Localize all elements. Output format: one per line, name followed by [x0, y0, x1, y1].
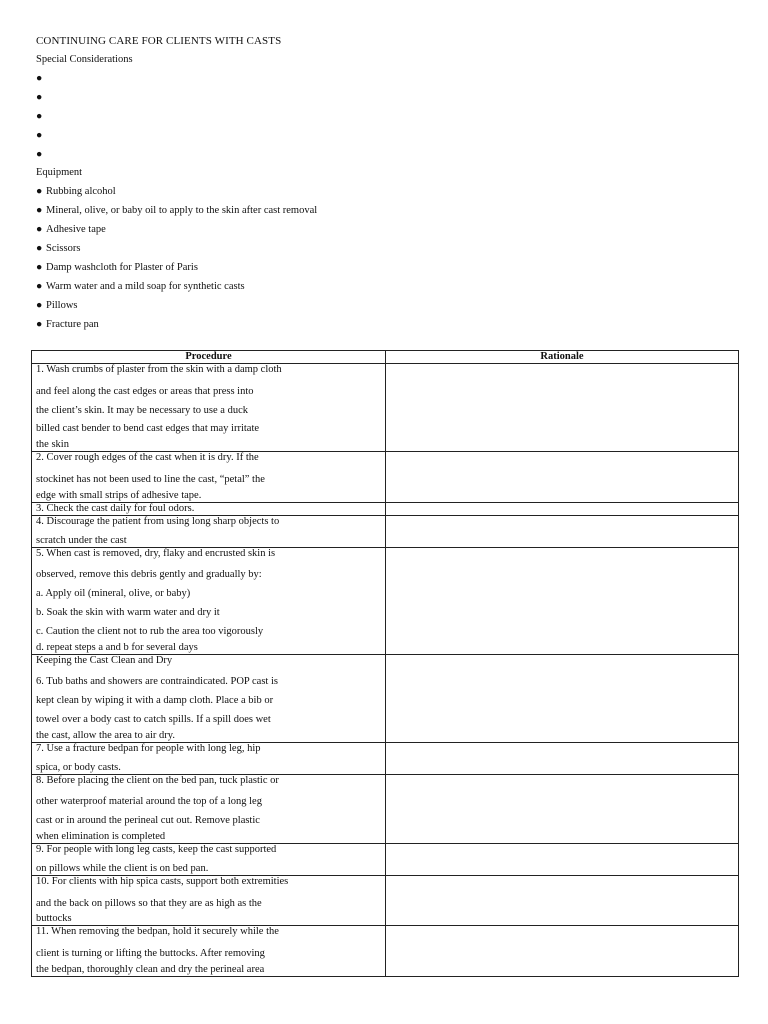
table-row	[32, 364, 739, 452]
procedure-text-line: 10. For clients with hip spica casts, support both extremities	[36, 875, 289, 887]
bullet-icon: ●	[36, 186, 43, 197]
equipment-item-text: Rubbing alcohol	[46, 186, 116, 197]
rationale-cell[interactable]	[386, 843, 739, 875]
procedure-text-line: c. Caution the client not to rub the area too vigorously	[36, 625, 264, 637]
procedure-text-line: the cast, allow the area to air dry.	[36, 729, 175, 741]
bullet-icon: ●	[36, 73, 43, 84]
bullet-icon: ●	[36, 243, 43, 254]
equipment-item-text: Pillows	[46, 300, 78, 311]
procedure-text-line: 4. Discourage the patient from using long sharp objects to	[36, 515, 280, 527]
equipment-item	[36, 223, 106, 237]
rationale-cell[interactable]	[386, 654, 739, 742]
procedure-cell	[32, 843, 386, 875]
rationale-cell[interactable]	[386, 452, 739, 503]
procedure-text-line: client is turning or lifting the buttocks. After removing	[36, 948, 265, 960]
equipment-item-text: Scissors	[46, 243, 81, 254]
procedure-text-line: the skin	[36, 439, 69, 451]
procedure-cell	[32, 926, 386, 977]
rationale-cell[interactable]	[386, 547, 739, 654]
procedure-cell	[32, 502, 386, 515]
bullet-icon: ●	[36, 149, 43, 160]
table-header-row	[32, 351, 739, 364]
procedure-text-line: other waterproof material around the top of a long leg	[36, 796, 262, 808]
procedure-column-header: Procedure	[32, 351, 386, 364]
equipment-item	[36, 242, 80, 256]
equipment-item-text: Damp washcloth for Plaster of Paris	[46, 262, 198, 273]
procedure-table	[31, 350, 739, 977]
procedure-cell	[32, 742, 386, 774]
procedure-text-line: 2. Cover rough edges of the cast when it is dry. If the	[36, 452, 259, 464]
rationale-cell[interactable]	[386, 926, 739, 977]
equipment-item	[36, 261, 198, 275]
document-title: CONTINUING CARE FOR CLIENTS WITH CASTS	[36, 35, 282, 47]
procedure-text-line: kept clean by wiping it with a damp cloth. Place a bib or	[36, 695, 274, 707]
procedure-text-line: buttocks	[36, 913, 72, 925]
procedure-text-line: edge with small strips of adhesive tape.	[36, 489, 202, 501]
table-row	[32, 774, 739, 843]
procedure-text-line: 8. Before placing the client on the bed pan, tuck plastic or	[36, 774, 279, 786]
procedure-cell	[32, 774, 386, 843]
procedure-text-line: a. Apply oil (mineral, olive, or baby)	[36, 588, 191, 600]
procedure-table-body	[32, 364, 739, 977]
table-row	[32, 742, 739, 774]
equipment-item	[36, 280, 245, 294]
equipment-heading: Equipment	[36, 167, 83, 178]
procedure-text-line: billed cast bender to bend cast edges that may irritate	[36, 423, 260, 435]
procedure-text-line: 5. When cast is removed, dry, flaky and encrusted skin is	[36, 547, 276, 559]
procedure-cell	[32, 547, 386, 654]
bullet-icon: ●	[36, 281, 43, 292]
equipment-item	[36, 204, 317, 218]
procedure-text-line: Keeping the Cast Clean and Dry	[36, 654, 173, 666]
procedure-text-line: 6. Tub baths and showers are contraindicated. POP cast is	[36, 676, 278, 688]
bullet-icon: ●	[36, 130, 43, 141]
equipment-item-text: Adhesive tape	[46, 224, 106, 235]
procedure-text-line: the bedpan, thoroughly clean and dry the perineal area	[36, 963, 265, 975]
procedure-cell	[32, 875, 386, 926]
procedure-text-line: 11. When removing the bedpan, hold it securely while the	[36, 926, 279, 938]
procedure-text-line: 7. Use a fracture bedpan for people with long leg, hip	[36, 742, 261, 754]
procedure-text-line: scratch under the cast	[36, 534, 127, 546]
procedure-text-line: spica, or body casts.	[36, 761, 121, 773]
bullet-icon: ●	[36, 262, 43, 273]
procedure-text-line: 3. Check the cast daily for foul odors.	[36, 502, 195, 514]
procedure-text-line: b. Soak the skin with warm water and dry it	[36, 606, 220, 618]
special-consideration-item	[36, 110, 46, 124]
rationale-cell[interactable]	[386, 742, 739, 774]
table-row	[32, 547, 739, 654]
rationale-cell[interactable]	[386, 875, 739, 926]
procedure-cell	[32, 364, 386, 452]
bullet-icon: ●	[36, 111, 43, 122]
procedure-text-line: d. repeat steps a and b for several days	[36, 641, 198, 653]
bullet-icon: ●	[36, 92, 43, 103]
special-consideration-item	[36, 129, 46, 143]
equipment-item	[36, 318, 99, 332]
table-row	[32, 926, 739, 977]
procedure-text-line: and the back on pillows so that they are as high as the	[36, 897, 262, 909]
procedure-cell	[32, 452, 386, 503]
procedure-text-line: stockinet has not been used to line the cast, “petal” the	[36, 473, 265, 485]
table-row	[32, 502, 739, 515]
rationale-cell[interactable]	[386, 774, 739, 843]
equipment-item-text: Mineral, olive, or baby oil to apply to the skin after cast removal	[46, 205, 318, 216]
equipment-item	[36, 185, 116, 199]
table-row	[32, 515, 739, 547]
procedure-text-line: towel over a body cast to catch spills. If a spill does wet	[36, 713, 271, 725]
rationale-cell[interactable]	[386, 515, 739, 547]
table-row	[32, 452, 739, 503]
rationale-cell[interactable]	[386, 502, 739, 515]
procedure-cell	[32, 515, 386, 547]
bullet-icon: ●	[36, 319, 43, 330]
bullet-icon: ●	[36, 300, 43, 311]
bullet-icon: ●	[36, 224, 43, 235]
procedure-text-line: 1. Wash crumbs of plaster from the skin with a damp cloth	[36, 364, 282, 375]
equipment-item-text: Warm water and a mild soap for synthetic casts	[46, 281, 245, 292]
procedure-cell	[32, 654, 386, 742]
bullet-icon: ●	[36, 205, 43, 216]
procedure-text-line: 9. For people with long leg casts, keep the cast supported	[36, 843, 277, 855]
procedure-text-line: the client’s skin. It may be necessary to use a duck	[36, 404, 248, 416]
table-row	[32, 843, 739, 875]
procedure-text-line: observed, remove this debris gently and gradually by:	[36, 569, 262, 581]
table-row	[32, 654, 739, 742]
procedure-text-line: when elimination is completed	[36, 830, 166, 842]
special-considerations-heading: Special Considerations	[36, 54, 133, 65]
procedure-text-line: and feel along the cast edges or areas that press into	[36, 385, 254, 397]
rationale-cell[interactable]	[386, 364, 739, 452]
equipment-item	[36, 299, 78, 313]
special-consideration-item	[36, 91, 46, 105]
table-row	[32, 875, 739, 926]
equipment-item-text: Fracture pan	[46, 319, 99, 330]
rationale-column-header: Rationale	[386, 351, 739, 364]
procedure-text-line: on pillows while the client is on bed pan.	[36, 862, 209, 874]
special-consideration-item	[36, 72, 46, 86]
procedure-text-line: cast or in around the perineal cut out. Remove plastic	[36, 815, 260, 827]
special-consideration-item	[36, 148, 46, 162]
